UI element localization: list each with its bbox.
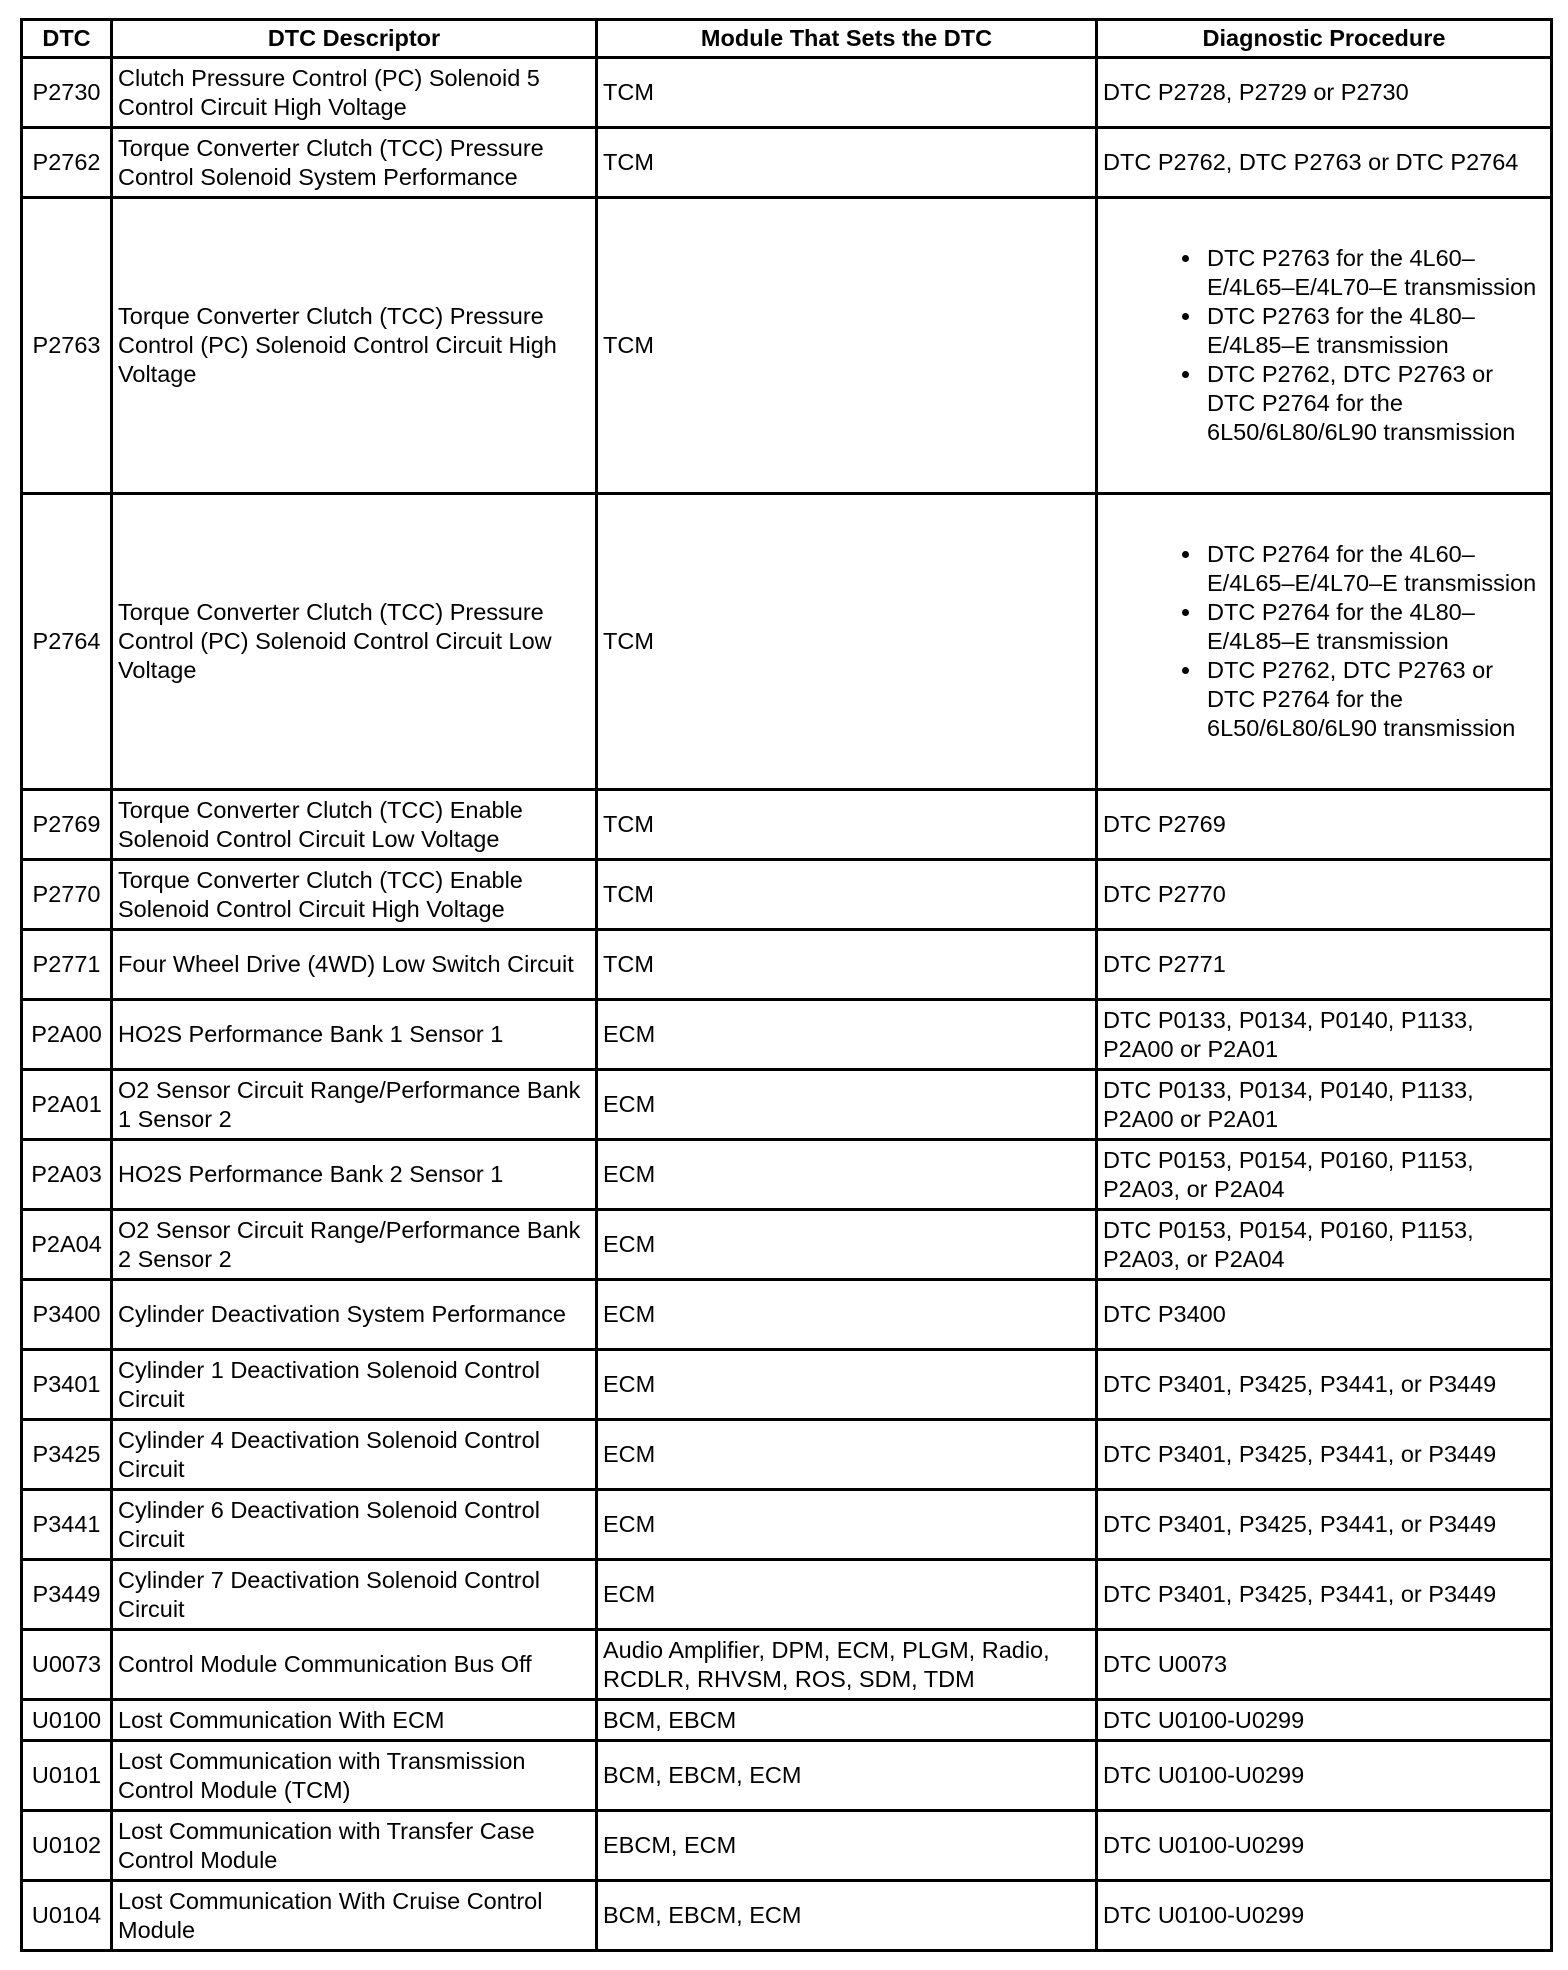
dtc-descriptor: Torque Converter Clutch (TCC) Pressure Control Solenoid System Performance <box>112 128 597 198</box>
header-procedure: Diagnostic Procedure <box>1097 20 1552 58</box>
table-row <box>22 58 1552 128</box>
dtc-procedure-list <box>1097 198 1552 494</box>
dtc-descriptor: Torque Converter Clutch (TCC) Enable Solenoid Control Circuit Low Voltage <box>112 790 597 860</box>
procedure-bullet: • DTC P2762, DTC P2763 or DTC P2764 for the 6L50/6L80/6L90 transmission <box>1203 656 1545 743</box>
dtc-descriptor: Torque Converter Clutch (TCC) Pressure Control (PC) Solenoid Control Circuit High Voltage <box>112 198 597 494</box>
table-row <box>22 128 1552 198</box>
dtc-code: P2764 <box>22 494 112 790</box>
dtc-procedure: DTC P0133, P0134, P0140, P1133, P2A00 or P2A01 <box>1097 1000 1552 1070</box>
table-row <box>22 198 1552 494</box>
dtc-descriptor: Lost Communication With ECM <box>112 1700 597 1741</box>
table-row <box>22 790 1552 860</box>
dtc-module: ECM <box>597 1210 1097 1280</box>
dtc-descriptor: Cylinder Deactivation System Performance <box>112 1280 597 1350</box>
table-row <box>22 1420 1552 1490</box>
table-row <box>22 1140 1552 1210</box>
table-row <box>22 1811 1552 1881</box>
table-row <box>22 1560 1552 1630</box>
dtc-module: TCM <box>597 860 1097 930</box>
dtc-procedure: DTC U0100-U0299 <box>1097 1811 1552 1881</box>
dtc-procedure-list <box>1097 494 1552 790</box>
header-dtc: DTC <box>22 20 112 58</box>
dtc-procedure: DTC U0100-U0299 <box>1097 1700 1552 1741</box>
dtc-code: P3449 <box>22 1560 112 1630</box>
table-header-row <box>22 20 1552 58</box>
dtc-descriptor: Cylinder 1 Deactivation Solenoid Control Circuit <box>112 1350 597 1420</box>
dtc-code: P2A04 <box>22 1210 112 1280</box>
dtc-module: ECM <box>597 1560 1097 1630</box>
table-row <box>22 1280 1552 1350</box>
dtc-procedure: DTC P0153, P0154, P0160, P1153, P2A03, or P2A04 <box>1097 1140 1552 1210</box>
dtc-descriptor: Cylinder 6 Deactivation Solenoid Control Circuit <box>112 1490 597 1560</box>
table-row <box>22 1210 1552 1280</box>
dtc-code: P3400 <box>22 1280 112 1350</box>
dtc-code: U0101 <box>22 1741 112 1811</box>
table-row <box>22 1881 1552 1951</box>
dtc-module: TCM <box>597 494 1097 790</box>
dtc-code: P2A00 <box>22 1000 112 1070</box>
dtc-descriptor: Torque Converter Clutch (TCC) Pressure Control (PC) Solenoid Control Circuit Low Voltage <box>112 494 597 790</box>
table-row <box>22 1630 1552 1700</box>
dtc-code: P3441 <box>22 1490 112 1560</box>
dtc-module: BCM, EBCM, ECM <box>597 1881 1097 1951</box>
table-row <box>22 1070 1552 1140</box>
dtc-procedure: DTC P2728, P2729 or P2730 <box>1097 58 1552 128</box>
procedure-bullet: • DTC P2763 for the 4L60–E/4L65–E/4L70–E transmission <box>1203 244 1545 302</box>
dtc-code: U0073 <box>22 1630 112 1700</box>
dtc-module: ECM <box>597 1420 1097 1490</box>
dtc-descriptor: O2 Sensor Circuit Range/Performance Bank 2 Sensor 2 <box>112 1210 597 1280</box>
dtc-procedure: DTC P3401, P3425, P3441, or P3449 <box>1097 1490 1552 1560</box>
table-row <box>22 1741 1552 1811</box>
table-row <box>22 1350 1552 1420</box>
dtc-procedure: DTC P2769 <box>1097 790 1552 860</box>
dtc-procedure: DTC P2762, DTC P2763 or DTC P2764 <box>1097 128 1552 198</box>
dtc-code: P3425 <box>22 1420 112 1490</box>
dtc-procedure: DTC P3401, P3425, P3441, or P3449 <box>1097 1420 1552 1490</box>
dtc-procedure: DTC P3401, P3425, P3441, or P3449 <box>1097 1350 1552 1420</box>
dtc-procedure: DTC P3400 <box>1097 1280 1552 1350</box>
dtc-procedure: DTC U0100-U0299 <box>1097 1881 1552 1951</box>
table-row <box>22 1490 1552 1560</box>
dtc-module: ECM <box>597 1140 1097 1210</box>
header-descriptor: DTC Descriptor <box>112 20 597 58</box>
dtc-descriptor: Control Module Communication Bus Off <box>112 1630 597 1700</box>
dtc-code: P2769 <box>22 790 112 860</box>
dtc-descriptor: Lost Communication with Transmission Control Module (TCM) <box>112 1741 597 1811</box>
dtc-code: P2A03 <box>22 1140 112 1210</box>
dtc-module: TCM <box>597 198 1097 494</box>
dtc-module: ECM <box>597 1000 1097 1070</box>
dtc-table <box>20 18 1553 1952</box>
dtc-code: P2A01 <box>22 1070 112 1140</box>
dtc-module: Audio Amplifier, DPM, ECM, PLGM, Radio, RCDLR, RHVSM, ROS, SDM, TDM <box>597 1630 1097 1700</box>
table-row <box>22 1700 1552 1741</box>
dtc-code: P2770 <box>22 860 112 930</box>
table-row <box>22 1000 1552 1070</box>
procedure-bullet: • DTC P2764 for the 4L60–E/4L65–E/4L70–E transmission <box>1203 540 1545 598</box>
dtc-procedure: DTC P3401, P3425, P3441, or P3449 <box>1097 1560 1552 1630</box>
dtc-descriptor: Four Wheel Drive (4WD) Low Switch Circuit <box>112 930 597 1000</box>
dtc-module: ECM <box>597 1280 1097 1350</box>
procedure-bullet: • DTC P2762, DTC P2763 or DTC P2764 for the 6L50/6L80/6L90 transmission <box>1203 360 1545 447</box>
dtc-procedure: DTC P2771 <box>1097 930 1552 1000</box>
dtc-descriptor: Torque Converter Clutch (TCC) Enable Solenoid Control Circuit High Voltage <box>112 860 597 930</box>
dtc-code: P2730 <box>22 58 112 128</box>
dtc-module: EBCM, ECM <box>597 1811 1097 1881</box>
dtc-module: ECM <box>597 1350 1097 1420</box>
table-row <box>22 494 1552 790</box>
dtc-module: BCM, EBCM <box>597 1700 1097 1741</box>
dtc-descriptor: O2 Sensor Circuit Range/Performance Bank 1 Sensor 2 <box>112 1070 597 1140</box>
table-row <box>22 930 1552 1000</box>
document-page <box>20 18 1550 1952</box>
dtc-descriptor: HO2S Performance Bank 1 Sensor 1 <box>112 1000 597 1070</box>
dtc-code: U0102 <box>22 1811 112 1881</box>
dtc-code: P2763 <box>22 198 112 494</box>
dtc-descriptor: Clutch Pressure Control (PC) Solenoid 5 Control Circuit High Voltage <box>112 58 597 128</box>
dtc-code: P2771 <box>22 930 112 1000</box>
dtc-descriptor: HO2S Performance Bank 2 Sensor 1 <box>112 1140 597 1210</box>
table-row <box>22 860 1552 930</box>
dtc-code: P2762 <box>22 128 112 198</box>
procedure-bullet: • DTC P2764 for the 4L80–E/4L85–E transmission <box>1203 598 1545 656</box>
dtc-code: U0104 <box>22 1881 112 1951</box>
dtc-procedure: DTC U0100-U0299 <box>1097 1741 1552 1811</box>
dtc-module: ECM <box>597 1490 1097 1560</box>
dtc-procedure: DTC U0073 <box>1097 1630 1552 1700</box>
dtc-code: P3401 <box>22 1350 112 1420</box>
dtc-module: TCM <box>597 58 1097 128</box>
dtc-procedure: DTC P2770 <box>1097 860 1552 930</box>
dtc-module: TCM <box>597 128 1097 198</box>
dtc-descriptor: Cylinder 4 Deactivation Solenoid Control Circuit <box>112 1420 597 1490</box>
dtc-module: TCM <box>597 790 1097 860</box>
header-module: Module That Sets the DTC <box>597 20 1097 58</box>
dtc-module: BCM, EBCM, ECM <box>597 1741 1097 1811</box>
dtc-code: U0100 <box>22 1700 112 1741</box>
dtc-procedure: DTC P0133, P0134, P0140, P1133, P2A00 or P2A01 <box>1097 1070 1552 1140</box>
dtc-module: ECM <box>597 1070 1097 1140</box>
procedure-bullet: • DTC P2763 for the 4L80–E/4L85–E transmission <box>1203 302 1545 360</box>
dtc-descriptor: Cylinder 7 Deactivation Solenoid Control Circuit <box>112 1560 597 1630</box>
dtc-descriptor: Lost Communication with Transfer Case Control Module <box>112 1811 597 1881</box>
dtc-module: TCM <box>597 930 1097 1000</box>
dtc-descriptor: Lost Communication With Cruise Control Module <box>112 1881 597 1951</box>
dtc-procedure: DTC P0153, P0154, P0160, P1153, P2A03, or P2A04 <box>1097 1210 1552 1280</box>
